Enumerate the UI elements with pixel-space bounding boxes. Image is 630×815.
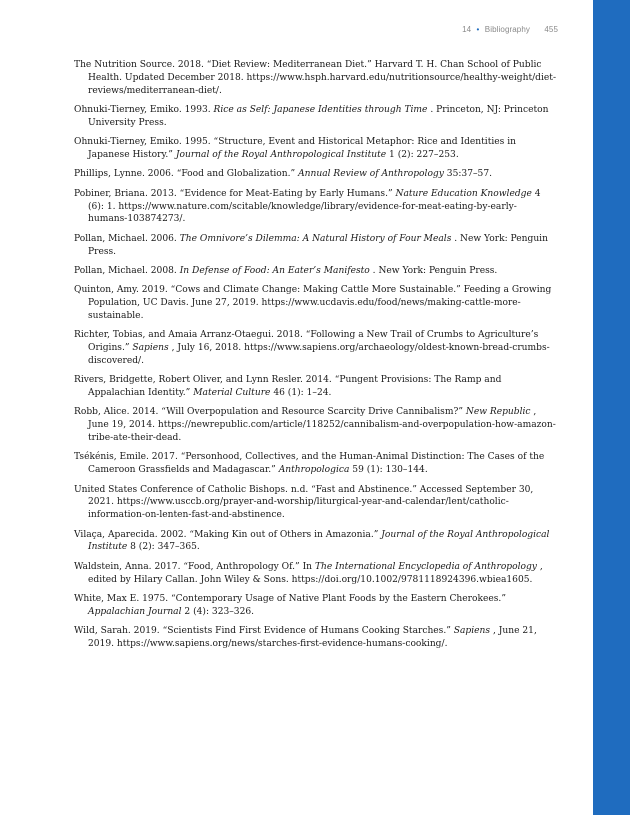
entry-title-italic: The Omnivore’s Dilemma: A Natural History of Four Meals bbox=[179, 233, 452, 244]
entry-text-continued: , June 21, 2019. https://www.sapiens.org/news/starches-first-evidence-humans-cooking/. bbox=[88, 626, 537, 649]
bibliography-entry bbox=[74, 233, 556, 259]
bibliography-list bbox=[74, 59, 556, 657]
bibliography-entry bbox=[74, 374, 556, 400]
entry-title-italic: Journal of the Royal Anthropological Institute bbox=[175, 149, 387, 160]
entry-text-continued: 46 (1): 1–24. bbox=[270, 388, 332, 399]
bullet-separator: • bbox=[476, 25, 480, 34]
entry-text-continued: . Princeton, NJ: Princeton University Press. bbox=[88, 104, 549, 128]
entry-title-italic: New Republic bbox=[465, 407, 531, 418]
bibliography-entry bbox=[74, 484, 556, 522]
entry-text-continued: 59 (1): 130–144. bbox=[349, 465, 428, 476]
entry-text: Richter, Tobias, and Amaia Arranz-Otaegui. 2018. “Following a New Trail of Crumbs to Agriculture’s Origins.” bbox=[74, 330, 539, 354]
entry-text-continued: , June 19, 2014. https://newrepublic.com/article/118252/cannibalism-and-overpopulation-how-amazon-tribe-ate-their-dead. bbox=[88, 407, 556, 444]
bibliography-entry bbox=[74, 168, 556, 181]
bibliography-entry bbox=[74, 188, 556, 226]
entry-text: Vilaça, Aparecida. 2002. “Making Kin out of Others in Amazonia.” bbox=[74, 529, 382, 540]
entry-text: United States Conference of Catholic Bishops. n.d. “Fast and Abstinence.” Accessed September 30, 2021. https://www.usccb.org/prayer-and-worship/liturgical-year-and-calendar/lent/catholic-information-on-lenten-fast-and-abstinence. bbox=[74, 484, 534, 521]
entry-text-continued: 1 (2): 227–253. bbox=[386, 149, 459, 160]
bibliography-entry bbox=[74, 284, 556, 322]
bibliography-entry bbox=[74, 265, 556, 278]
entry-text-continued: . New York: Penguin Press. bbox=[88, 233, 548, 257]
entry-title-italic: Sapiens bbox=[132, 343, 169, 354]
entry-text-continued: , July 16, 2018. https://www.sapiens.org/archaeology/oldest-known-bread-crumbs-discovered/. bbox=[88, 343, 550, 366]
entry-text-continued: 4 (6): 1. https://www.nature.com/scitable/knowledge/library/evidence-for-meat-eating-by-early-humans-103874273/. bbox=[88, 188, 541, 225]
entry-text: Phillips, Lynne. 2006. “Food and Globalization.” bbox=[74, 169, 299, 180]
bibliography-entry bbox=[74, 136, 556, 162]
chapter-number: 14 bbox=[462, 25, 472, 34]
entry-text: Rivers, Bridgette, Robert Oliver, and Lynn Resler. 2014. “Pungent Provisions: The Ramp and Appalachian Identity.” bbox=[74, 375, 502, 399]
entry-text: Pollan, Michael. 2008. bbox=[74, 265, 180, 276]
entry-text: Ohnuki-Tierney, Emiko. 1993. bbox=[74, 104, 214, 115]
page-number: 455 bbox=[544, 25, 558, 34]
bibliography-entry bbox=[74, 625, 556, 651]
bibliography-entry bbox=[74, 451, 556, 477]
entry-title-italic: Nature Education Knowledge bbox=[395, 188, 532, 199]
entry-title-italic: The International Encyclopedia of Anthropology bbox=[314, 561, 537, 572]
entry-text: Waldstein, Anna. 2017. “Food, Anthropology Of.” In bbox=[74, 561, 315, 572]
running-head bbox=[462, 25, 558, 34]
entry-title-italic: Material Culture bbox=[193, 388, 271, 399]
entry-text-continued: 8 (2): 347–365. bbox=[127, 542, 200, 553]
entry-title-italic: Journal of the Royal Anthropological Institute bbox=[88, 529, 550, 553]
bibliography-entry bbox=[74, 329, 556, 367]
entry-text-continued: . New York: Penguin Press. bbox=[369, 265, 498, 276]
entry-title-italic: Appalachian Journal bbox=[88, 606, 182, 617]
entry-text: Pobiner, Briana. 2013. “Evidence for Meat-Eating by Early Humans.” bbox=[74, 188, 396, 199]
entry-text: Pollan, Michael. 2006. bbox=[74, 233, 180, 244]
entry-title-italic: Annual Review of Anthropology bbox=[298, 169, 444, 180]
chapter-color-bar bbox=[593, 0, 630, 815]
bibliography-entry bbox=[74, 59, 556, 97]
entry-text: Quinton, Amy. 2019. “Cows and Climate Change: Making Cattle More Sustainable.” Feeding a Growing Population, UC Davis. June 27, 2019. https://www.ucdavis.edu/food/news/making-cattle-more-sustainable. bbox=[74, 285, 552, 321]
bibliography-entry bbox=[74, 104, 556, 130]
entry-text: Wild, Sarah. 2019. “Scientists Find First Evidence of Humans Cooking Starches.” bbox=[74, 626, 454, 637]
entry-text: White, Max E. 1975. “Contemporary Usage of Native Plant Foods by the Eastern Cherokees.” bbox=[74, 594, 506, 604]
bibliography-entry bbox=[74, 406, 556, 444]
bibliography-entry bbox=[74, 529, 556, 555]
entry-text-continued: 2 (4): 323–326. bbox=[181, 606, 255, 617]
bibliography-entry bbox=[74, 593, 556, 619]
entry-text-continued: 35:37–57. bbox=[443, 169, 492, 180]
entry-text: Robb, Alice. 2014. “Will Overpopulation and Resource Scarcity Drive Cannibalism?” bbox=[74, 407, 466, 418]
section-title: Bibliography bbox=[484, 25, 531, 34]
entry-title-italic: Sapiens bbox=[453, 626, 491, 637]
entry-title-italic: Rice as Self: Japanese Identities through Time bbox=[213, 104, 428, 115]
bibliography-entry bbox=[74, 561, 556, 587]
entry-text: Ohnuki-Tierney, Emiko. 1995. “Structure, Event and Historical Metaphor: Rice and Identities in Japanese History.” bbox=[74, 137, 516, 160]
entry-text: The Nutrition Source. 2018. “Diet Review: Mediterranean Diet.” Harvard T. H. Chan School of Public Health. Updated December 2018. https://www.hsph.harvard.edu/nutritionsource/healthy-weight/diet-reviews/mediterranean-diet/. bbox=[74, 60, 557, 96]
entry-text: Tsékénis, Emile. 2017. “Personhood, Collectives, and the Human-Animal Distinction: The Cases of the Cameroon Grassfields and Madagascar.” bbox=[74, 452, 545, 476]
entry-text-continued: , edited by Hilary Callan. John Wiley & Sons. https://doi.org/10.1002/9781118924396.wbiea1605. bbox=[88, 561, 543, 585]
entry-title-italic: Anthropologica bbox=[278, 465, 350, 476]
entry-title-italic: In Defense of Food: An Eater’s Manifesto bbox=[179, 265, 370, 276]
